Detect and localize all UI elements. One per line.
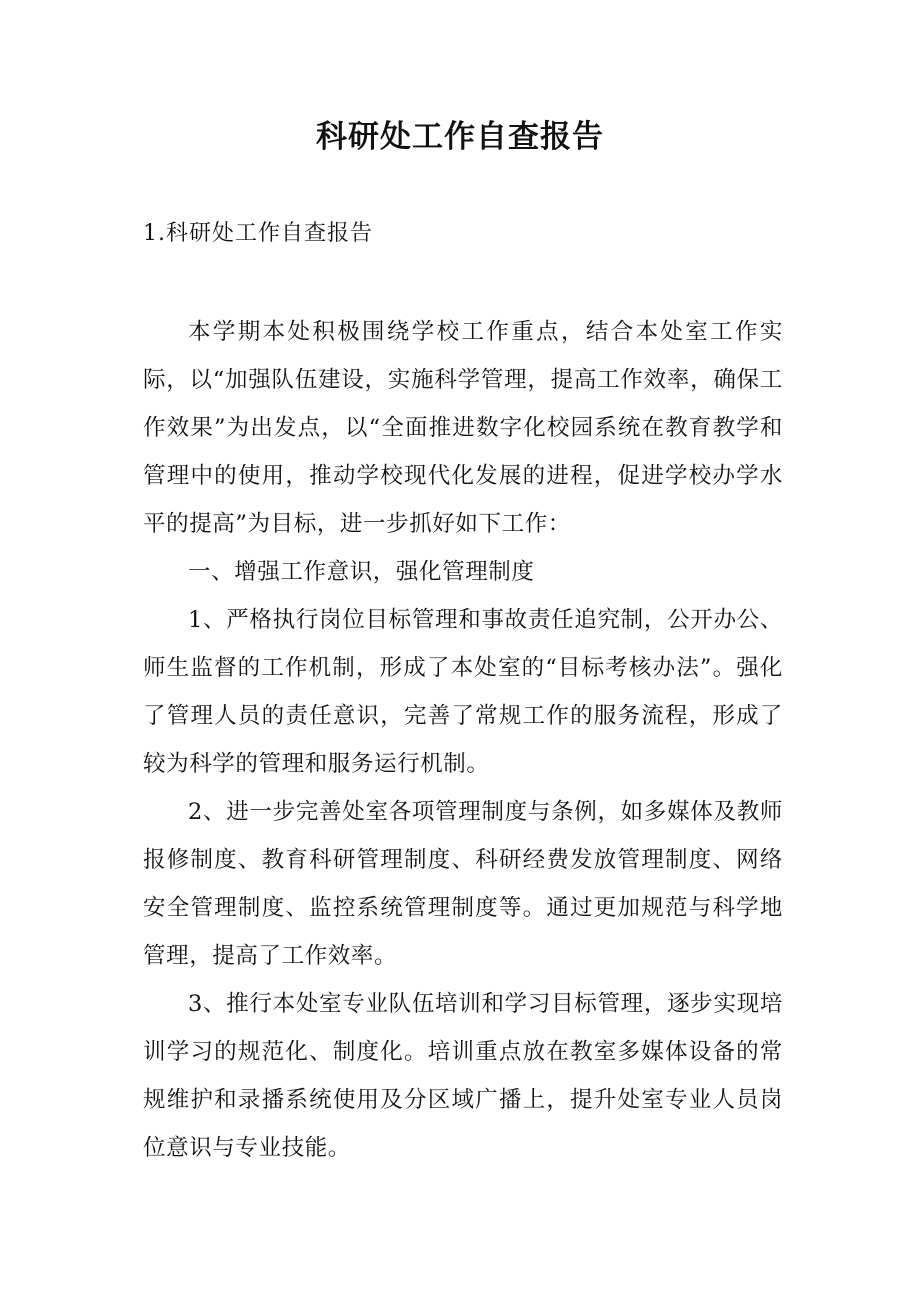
item-paragraph-3: 3、推行本处室专业队伍培训和学习目标管理，逐步实现培训学习的规范化、制度化。培训重点放在教室多媒体设备的常规维护和录播系统使用及分区域广播上，提升处室专业人员岗位意识与专业技能。	[143, 991, 783, 1161]
item-paragraph-2: 2、进一步完善处室各项管理制度与条例，如多媒体及教师报修制度、教育科研管理制度、科研经费发放管理制度、网络安全管理制度、监控系统管理制度等。通过更加规范与科学地管理，提高了工作效率。	[143, 799, 783, 969]
item-paragraph-1: 1、严格执行岗位目标管理和事故责任追究制，公开办公、师生监督的工作机制，形成了本处室的“目标考核办法”。强化了管理人员的责任意识，完善了常规工作的服务流程，形成了较为科学的管理和服务运行机制。	[143, 607, 783, 777]
document-title: 科研处工作自查报告	[316, 119, 604, 155]
document-body	[143, 308, 783, 1172]
section-subheading: 一、增强工作意识，强化管理制度	[188, 559, 535, 585]
section-heading: 1.科研处工作自查报告	[143, 221, 373, 246]
intro-paragraph: 本学期本处积极围绕学校工作重点，结合本处室工作实际，以“加强队伍建设，实施科学管理，提高工作效率，确保工作效果”为出发点，以“全面推进数字化校园系统在教育教学和管理中的使用，推动学校现代化发展的进程，促进学校办学水平的提高”为目标，进一步抓好如下工作：	[143, 319, 783, 537]
